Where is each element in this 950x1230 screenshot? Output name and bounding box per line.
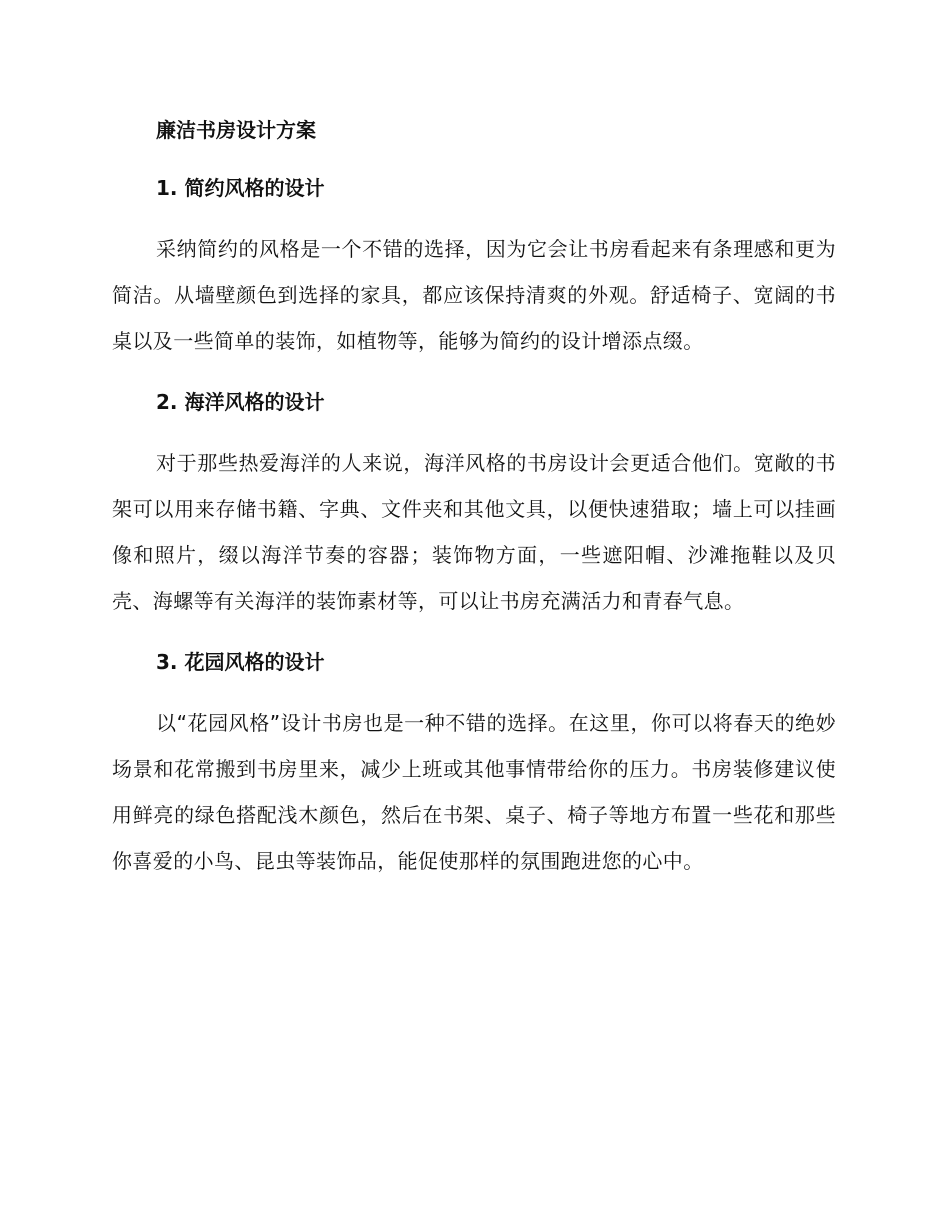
section-minimalist <box>112 170 836 364</box>
document-title: 廉洁书房设计方案 <box>156 118 316 142</box>
section-garden <box>112 644 836 884</box>
section-paragraph: 对于那些热爱海洋的人来说，海洋风格的书房设计会更适合他们。宽敞的书架可以用来存储书籍、字典、文件夹和其他文具，以便快速猎取；墙上可以挂画像和照片，缀以海洋节奏的容器；装饰物方面，一些遮阳帽、沙滩拖鞋以及贝壳、海螺等有关海洋的装饰素材等，可以让书房充满活力和青春气息。 <box>112 451 836 613</box>
document-content <box>112 112 836 904</box>
section-heading: 1. 简约风格的设计 <box>156 176 325 200</box>
section-heading: 2. 海洋风格的设计 <box>156 390 325 414</box>
section-paragraph: 采纳简约的风格是一个不错的选择，因为它会让书房看起来有条理感和更为简洁。从墙壁颜色到选择的家具，都应该保持清爽的外观。舒适椅子、宽阔的书桌以及一些简单的装饰，如植物等，能够为简约的设计增添点缀。 <box>112 237 836 353</box>
section-paragraph: 以“花园风格”设计书房也是一种不错的选择。在这里，你可以将春天的绝妙场景和花常搬到书房里来，减少上班或其他事情带给你的压力。书房装修建议使用鲜亮的绿色搭配浅木颜色，然后在书架、桌子、椅子等地方布置一些花和那些你喜爱的小鸟、昆虫等装饰品，能促使那样的氛围跑进您的心中。 <box>112 711 836 873</box>
section-ocean <box>112 384 836 624</box>
section-heading: 3. 花园风格的设计 <box>156 650 325 674</box>
